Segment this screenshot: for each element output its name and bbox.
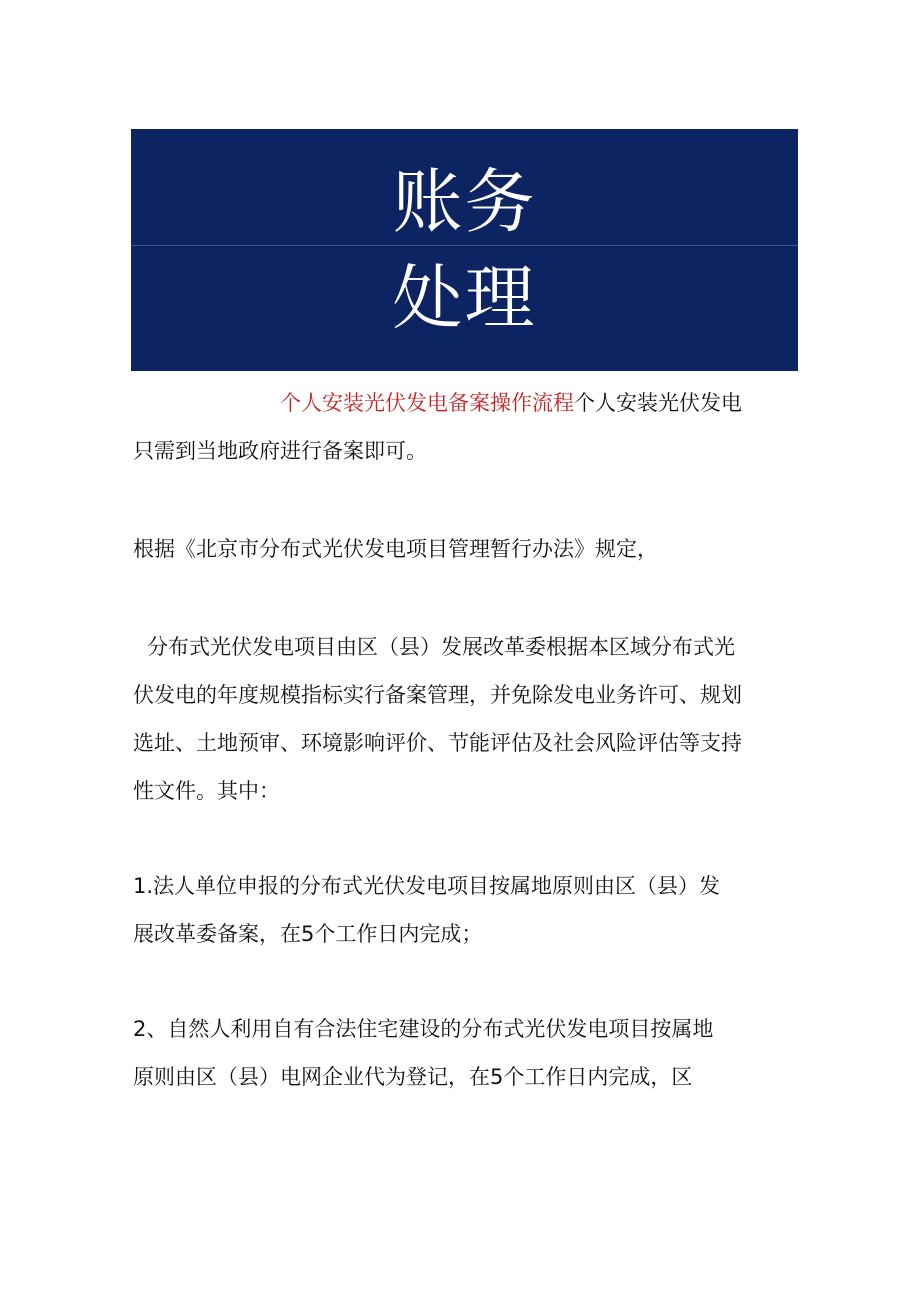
main-line-3: 选址、土地预审、环境影响评价、节能评估及社会风险评估等支持 — [133, 731, 742, 755]
item-2-line-1: 2、自然人利用自有合法住宅建设的分布式光伏发电项目按属地 — [133, 1017, 714, 1041]
banner-divider — [131, 245, 798, 246]
intro-line-1-rest: 个人安装光伏发电 — [574, 391, 742, 415]
intro-line-1 — [133, 379, 803, 427]
item-1-line-1: 1.法人单位申报的分布式光伏发电项目按属地原则由区（县）发 — [133, 874, 721, 898]
item-2-line-2: 原则由区（县）电网企业代为登记，在5个工作日内完成，区 — [133, 1065, 693, 1089]
intro-paragraph — [133, 379, 803, 475]
item-1-line-2: 展改革委备案，在5个工作日内完成； — [133, 922, 483, 946]
intro-line-2: 只需到当地政府进行备案即可。 — [133, 439, 427, 463]
main-paragraph — [133, 623, 803, 815]
item-1-paragraph — [133, 862, 803, 958]
item-2-paragraph — [133, 1005, 803, 1101]
banner-title-line1: 账务 — [392, 161, 537, 243]
main-line-2: 伏发电的年度规模指标实行备案管理，并免除发电业务许可、规划 — [133, 683, 742, 707]
main-line-4: 性文件。其中： — [133, 779, 280, 803]
regulation-line-1: 根据《北京市分布式光伏发电项目管理暂行办法》规定， — [133, 537, 658, 561]
regulation-paragraph — [133, 525, 803, 573]
intro-highlight-title: 个人安装光伏发电备案操作流程 — [280, 391, 574, 415]
main-line-1: 分布式光伏发电项目由区（县）发展改革委根据本区域分布式光 — [147, 635, 735, 659]
banner-title-line2: 处理 — [392, 257, 537, 339]
